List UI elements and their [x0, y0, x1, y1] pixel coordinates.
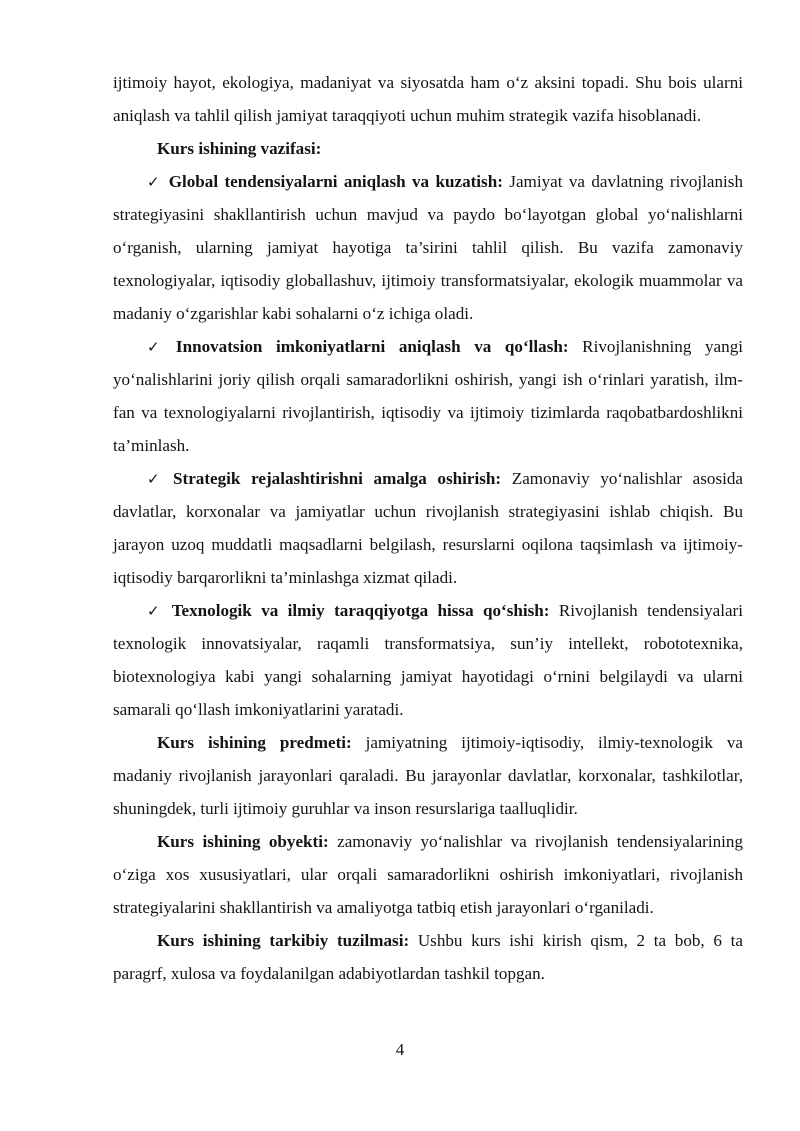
page-number: 4: [395, 1040, 405, 1059]
checkmark-icon: ✓: [147, 338, 169, 356]
task-item: [113, 165, 743, 330]
checkmark-icon: ✓: [147, 173, 162, 191]
task-item: [113, 594, 743, 726]
section-obyekti: [113, 825, 743, 924]
task-text: Rivojlanishning yangi yo‘nalishlarini joriy qilish orqali samaradorlikni oshirish, yangi ish o‘rinlari yaratish, ilm-fan va texnologiyalarni rivojlantirish, iqtisodiy va ijtimoiy tizimlarda raqobatbardoshlikni ta’minlash.: [113, 337, 743, 455]
task-text: Jamiyat va davlatning rivojlanish strategiyasini shakllantirish uchun mavjud va paydo bo‘layotgan global yo‘nalishlarni o‘rganish, ularning jamiyat hayotiga ta’sirini tahlil qilish. Bu vazifa zamonaviy texnologiyalar, iqtisodiy globallashuv, ijtimoiy transformatsiyalar, ekologik muammolar va madaniy o‘zgarishlar kabi sohalarni o‘z ichiga oladi.: [113, 172, 744, 323]
task-text: Rivojlanish tendensiyalari texnologik innovatsiyalar, raqamli transformatsiya, sun’iy intellekt, robototexnika, biotexnologiya kabi yangi sohalarning jamiyat hayotidagi o‘rnini belgilaydi va ularni samarali qo‘llash imkoniyatlarini yaratadi.: [113, 601, 743, 719]
opening-paragraph: ijtimoiy hayot, ekologiya, madaniyat va siyosatda ham o‘z aksini topadi. Shu bois ularni aniqlash va tahlil qilish jamiyat taraqqiyoti uchun muhim strategik vazifa hisoblanadi.: [113, 73, 743, 125]
tasks-heading: Kurs ishining vazifasi:: [157, 139, 322, 158]
section-lead: Kurs ishining tarkibiy tuzilmasi:: [157, 931, 410, 950]
section-text: jamiyatning ijtimoiy-iqtisodiy, ilmiy-texnologik va madaniy rivojlanish jarayonlari qaraladi. Bu jarayonlar davlatlar, korxonalar, tashkilotlar, shuningdek, turli ijtimoiy guruhlar va inson resurslariga taalluqlidir.: [113, 733, 743, 818]
task-lead: Innovatsion imkoniyatlarni aniqlash va qo‘llash:: [175, 337, 569, 356]
checkmark-icon: ✓: [147, 602, 165, 620]
page-content: [113, 66, 743, 990]
task-item: [113, 462, 743, 594]
section-predmeti: [113, 726, 743, 825]
task-text: Zamonaviy yo‘nalishlar asosida davlatlar, korxonalar va jamiyatlar uchun rivojlanish strategiyasini ishlab chiqish. Bu jarayon uzoq muddatli maqsadlarni belgilash, resurslarni oqilona taqsimlash va ijtimoiy-iqtisodiy barqarorlikni ta’minlashga xizmat qiladi.: [113, 469, 743, 587]
section-text: zamonaviy yo‘nalishlar va rivojlanish tendensiyalarining o‘ziga xos xususiyatlari, ular orqali samaradorlikni oshirish imkoniyatlari, rivojlanish strategiyalarini shakllantirish va amaliyotga tatbiq etish jarayonlari o‘rganiladi.: [113, 832, 743, 917]
task-lead: Texnologik va ilmiy taraqqiyotga hissa qo‘shish:: [171, 601, 550, 620]
checkmark-icon: ✓: [147, 470, 166, 488]
task-lead: Strategik rejalashtirishni amalga oshirish:: [173, 469, 502, 488]
section-lead: Kurs ishining predmeti:: [157, 733, 352, 752]
section-tarkibiy-tuzilmasi: [113, 924, 743, 990]
section-text: Ushbu kurs ishi kirish qism, 2 ta bob, 6 ta paragrf, xulosa va foydalanilgan adabiyotlardan tashkil topgan.: [113, 931, 743, 983]
task-item: [113, 330, 743, 462]
section-lead: Kurs ishining obyekti:: [157, 832, 329, 851]
task-lead: Global tendensiyalarni aniqlash va kuzatish:: [168, 172, 503, 191]
